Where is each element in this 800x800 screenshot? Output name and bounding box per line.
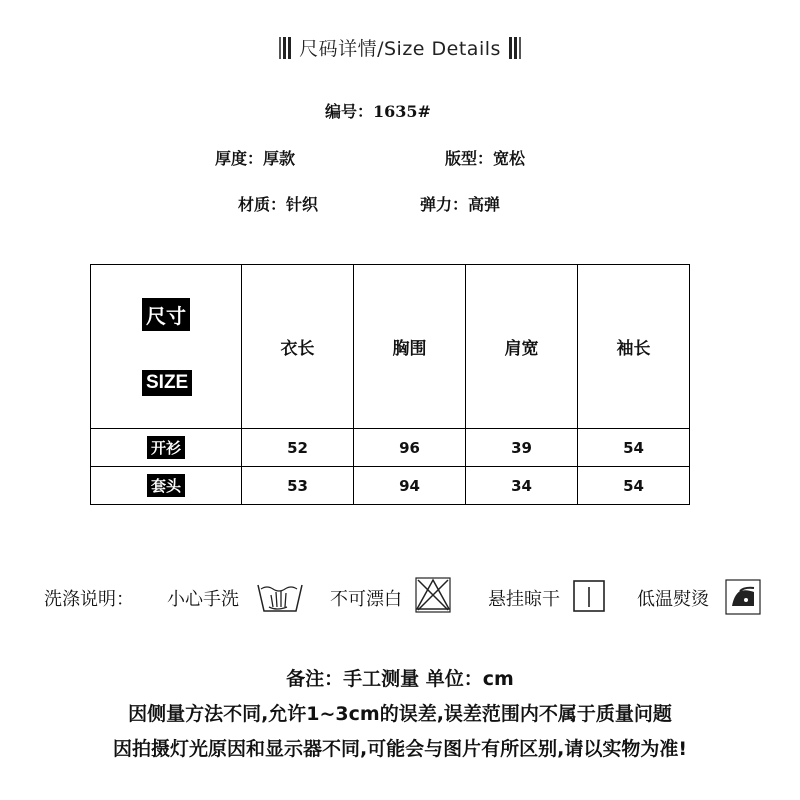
note-tolerance: 因侧量方法不同,允许1~3cm的误差,误差范围内不属于质量问题 bbox=[128, 703, 672, 725]
table-cell: 53 bbox=[242, 467, 354, 505]
column-header: 肩宽 bbox=[466, 265, 578, 429]
table-cell: 34 bbox=[466, 467, 578, 505]
thickness-info: 厚度：厚款 bbox=[215, 149, 296, 168]
size-en-label: SIZE bbox=[142, 370, 192, 396]
table-cell: 52 bbox=[242, 429, 354, 467]
product-code: 编号：1635# bbox=[325, 102, 431, 121]
size-table bbox=[90, 264, 690, 505]
no-bleach-icon bbox=[414, 576, 452, 614]
table-row bbox=[91, 467, 690, 505]
row-label-cell bbox=[91, 467, 242, 505]
care-label-line-dry: 悬挂晾干 bbox=[488, 589, 560, 610]
hand-wash-icon bbox=[255, 577, 305, 615]
table-cell: 54 bbox=[578, 467, 690, 505]
row-label: 套头 bbox=[147, 474, 185, 497]
header-right-bars-icon bbox=[509, 37, 521, 59]
page-title: 尺码详情/Size Details bbox=[299, 38, 501, 60]
table-cell: 94 bbox=[354, 467, 466, 505]
column-header: 胸围 bbox=[354, 265, 466, 429]
table-cell: 54 bbox=[578, 429, 690, 467]
section-header bbox=[0, 34, 800, 61]
table-header-row bbox=[91, 265, 690, 429]
care-label-hand-wash: 小心手洗 bbox=[167, 589, 239, 610]
column-header: 袖长 bbox=[578, 265, 690, 429]
note-color-difference: 因拍摄灯光原因和显示器不同,可能会与图片有所区别,请以实物为准! bbox=[112, 738, 688, 760]
row-label-cell bbox=[91, 429, 242, 467]
table-cell: 96 bbox=[354, 429, 466, 467]
row-label: 开衫 bbox=[147, 436, 185, 459]
elasticity-info: 弹力：高弹 bbox=[420, 195, 501, 214]
fit-info: 版型：宽松 bbox=[445, 149, 526, 168]
line-dry-icon bbox=[572, 579, 606, 613]
size-corner-cell bbox=[91, 265, 242, 429]
care-label-low-iron: 低温熨烫 bbox=[637, 589, 709, 610]
note-measurement: 备注：手工测量 单位：cm bbox=[286, 668, 514, 690]
material-info: 材质：针织 bbox=[238, 195, 319, 214]
care-title: 洗涤说明： bbox=[44, 589, 134, 610]
table-cell: 39 bbox=[466, 429, 578, 467]
size-cn-label: 尺寸 bbox=[142, 298, 190, 331]
header-left-bars-icon bbox=[279, 37, 291, 59]
table-row bbox=[91, 429, 690, 467]
care-label-no-bleach: 不可漂白 bbox=[330, 589, 402, 610]
column-header: 衣长 bbox=[242, 265, 354, 429]
low-iron-icon bbox=[724, 578, 762, 616]
